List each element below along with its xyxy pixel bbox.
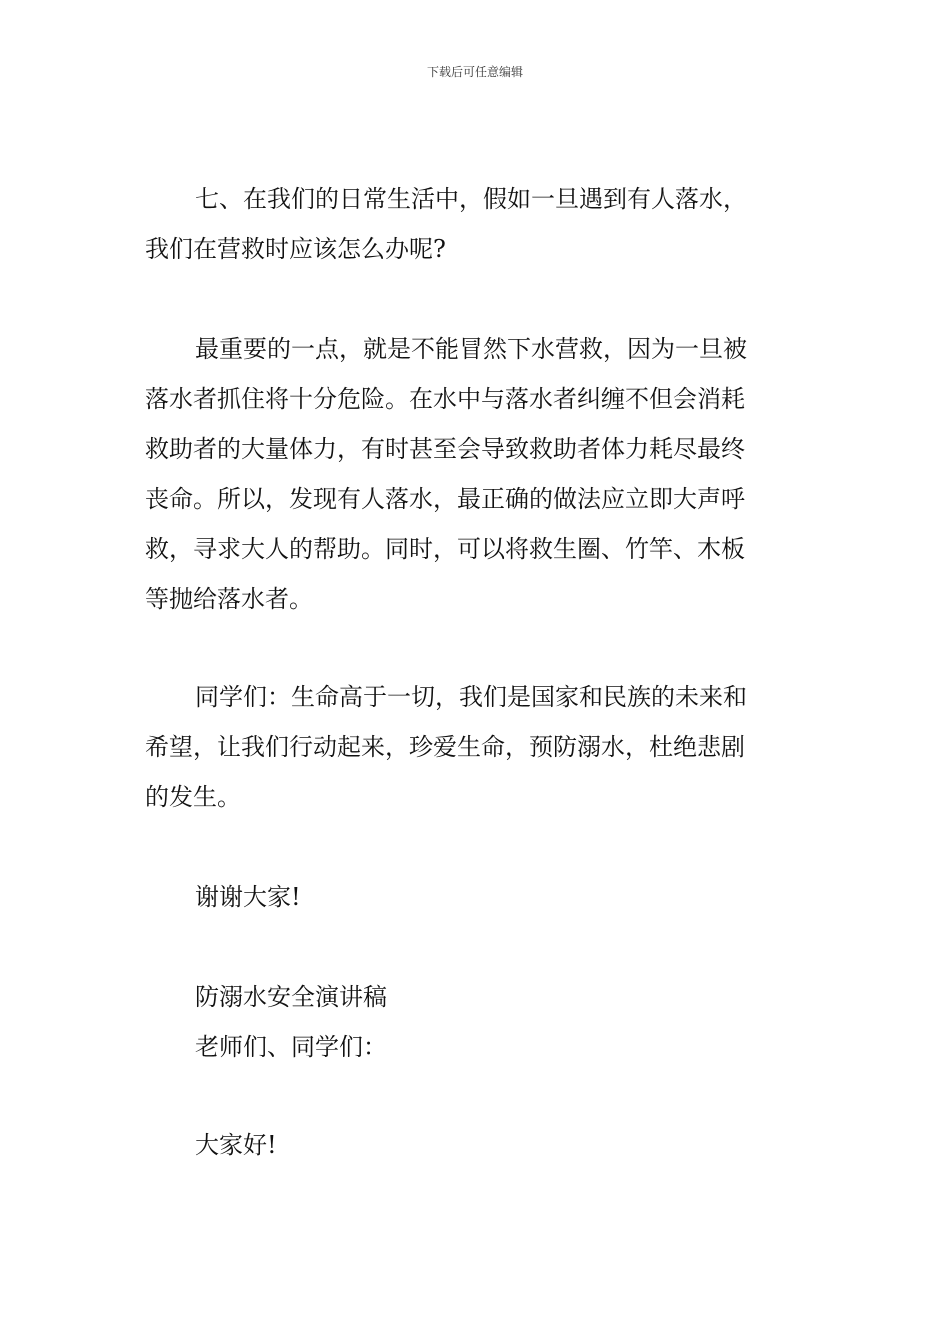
paragraph-3-line-1: 同学们：生命高于一切，我们是国家和民族的未来和 bbox=[195, 683, 747, 711]
paragraph-2-line-4: 丧命。所以，发现有人落水，最正确的做法应立即大声呼 bbox=[145, 485, 745, 513]
paragraph-2-line-1: 最重要的一点，就是不能冒然下水营救，因为一旦被 bbox=[195, 335, 747, 363]
paragraph-2-line-6: 等抛给落水者。 bbox=[145, 585, 313, 613]
speech-title: 防溺水安全演讲稿 bbox=[195, 983, 387, 1011]
paragraph-2-line-5: 救，寻求大人的帮助。同时，可以将救生圈、竹竿、木板 bbox=[145, 535, 745, 563]
paragraph-3-line-3: 的发生。 bbox=[145, 783, 241, 811]
paragraph-1-line-1: 七、在我们的日常生活中，假如一旦遇到有人落水， bbox=[195, 185, 747, 213]
paragraph-2-line-3: 救助者的大量体力，有时甚至会导致救助者体力耗尽最终 bbox=[145, 435, 745, 463]
paragraph-1-line-2: 我们在营救时应该怎么办呢? bbox=[145, 235, 446, 263]
greeting-line: 大家好! bbox=[195, 1131, 277, 1159]
thanks-line: 谢谢大家! bbox=[195, 883, 301, 911]
paragraph-2-line-2: 落水者抓住将十分危险。在水中与落水者纠缠不但会消耗 bbox=[145, 385, 745, 413]
paragraph-3-line-2: 希望，让我们行动起来，珍爱生命，预防溺水，杜绝悲剧 bbox=[145, 733, 745, 761]
salutation-line: 老师们、同学们： bbox=[195, 1033, 387, 1061]
page-header: 下载后可任意编辑 bbox=[426, 65, 523, 79]
